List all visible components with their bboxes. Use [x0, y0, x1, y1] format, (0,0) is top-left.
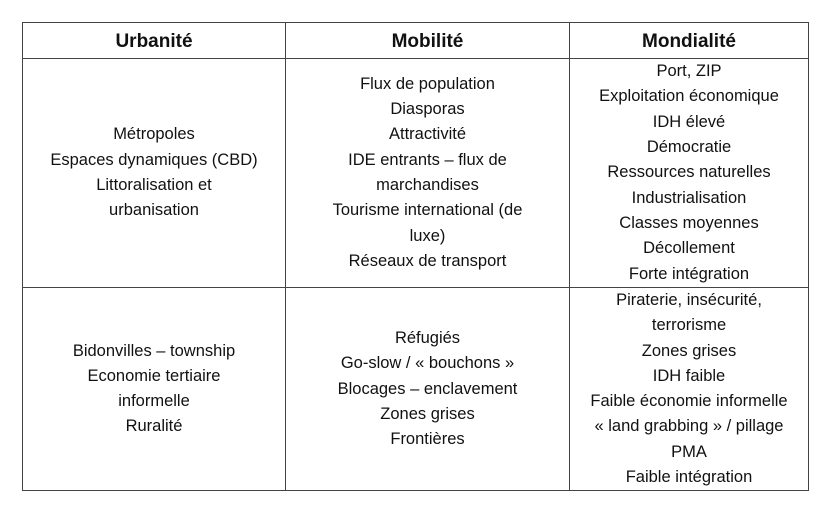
header-mobilite: Mobilité	[286, 23, 570, 59]
cell-line: Industrialisation	[631, 188, 747, 207]
cell-mondialite	[570, 59, 809, 288]
cell-line: Ruralité	[125, 417, 183, 436]
cell-mobilite	[286, 59, 570, 288]
cell-line: Classes moyennes	[619, 213, 759, 232]
cell-line: Piraterie, insécurité,	[616, 291, 762, 309]
cell-line: marchandises	[376, 176, 479, 194]
header-row	[23, 23, 809, 59]
cell-line: Métropoles	[113, 125, 195, 144]
cell-line: Réfugiés	[394, 328, 461, 347]
cell-line: Exploitation économique	[599, 87, 779, 106]
cell-line: PMA	[671, 442, 707, 461]
cell-line: IDE entrants – flux de	[348, 150, 507, 169]
cell-line: Démocratie	[646, 138, 732, 157]
cell-line: Economie tertiaire	[87, 366, 221, 385]
cell-line: Réseaux de transport	[348, 251, 507, 270]
cell-line: IDH faible	[652, 366, 726, 385]
table-row	[23, 288, 809, 491]
cell-line: Ressources naturelles	[607, 163, 771, 182]
cell-line: Port, ZIP	[656, 62, 722, 81]
cell-line: urbanisation	[109, 201, 199, 220]
cell-line: Faible économie informelle	[590, 392, 788, 411]
table-row	[23, 59, 809, 288]
comparison-table	[22, 22, 809, 491]
cell-line: « land grabbing » / pillage	[594, 417, 784, 436]
cell-line: terrorisme	[651, 316, 727, 335]
cell-line: Attractivité	[388, 125, 467, 144]
cell-urbanite	[23, 288, 286, 491]
cell-line: Flux de population	[360, 74, 495, 93]
cell-line: Décollement	[643, 239, 735, 258]
cell-urbanite	[23, 59, 286, 288]
cell-line: luxe)	[409, 226, 446, 245]
header-urbanite: Urbanité	[23, 23, 286, 59]
cell-line: Forte intégration	[628, 264, 750, 283]
cell-line: informelle	[118, 392, 190, 411]
cell-line: Bidonvilles – township	[72, 341, 236, 360]
cell-line: Littoralisation et	[96, 176, 212, 194]
cell-line: Espaces dynamiques (CBD)	[50, 150, 258, 169]
cell-line: Tourisme international (de	[332, 201, 523, 220]
cell-line: Diasporas	[390, 100, 465, 119]
cell-line: IDH élevé	[652, 112, 726, 131]
cell-mondialite	[570, 288, 809, 491]
cell-mobilite	[286, 288, 570, 491]
cell-line: Go-slow / « bouchons »	[340, 354, 515, 373]
cell-line: Blocages – enclavement	[337, 379, 518, 398]
cell-line: Frontières	[390, 430, 465, 449]
cell-line: Faible intégration	[625, 468, 753, 487]
header-mondialite: Mondialité	[570, 23, 809, 59]
cell-line: Zones grises	[380, 404, 475, 423]
cell-line: Zones grises	[641, 341, 737, 360]
